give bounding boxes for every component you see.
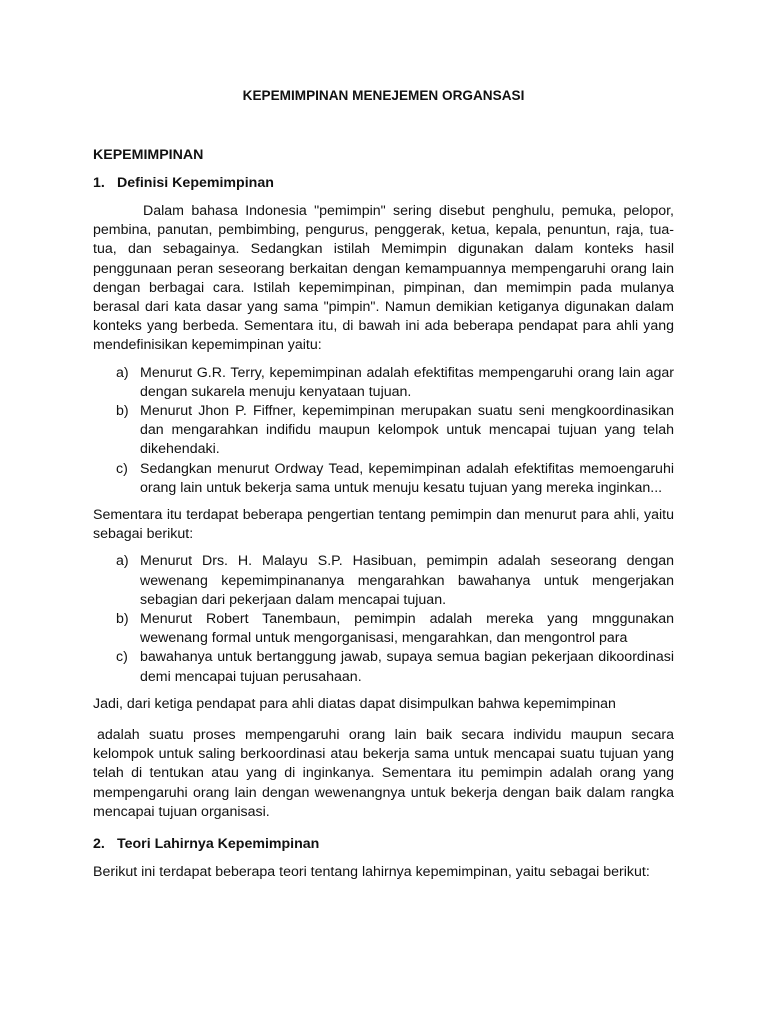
list-item-text: Menurut Jhon P. Fiffner, kepemimpinan merupakan suatu seni mengkoordinasikan dan mengarahkan indifidu maupun kelompok untuk mencapai tujuan yang telah dikehendaki. (140, 403, 674, 458)
list-item-text: Menurut Drs. H. Malayu S.P. Hasibuan, pemimpin adalah seseorang dengan wewenang kepemimpinananya mengarahkan bawahanya untuk mengerjakan sebagian dari pekerjaan dalam mencapai tujuan. (140, 553, 674, 608)
list-marker: a) (116, 364, 129, 381)
list-item (93, 610, 674, 648)
heading-teori (93, 834, 674, 854)
list-item (93, 364, 674, 402)
list-item-text: Menurut Robert Tanembaun, pemimpin adalah mereka yang mnggunakan wewenang formal untuk mengorganisasi, mengarahkan, dan mengontrol para (140, 611, 674, 647)
list-item-text: Sedangkan menurut Ordway Tead, kepemimpinan adalah efektifitas memoengaruhi orang lain untuk bekerja sama untuk menuju kesatu tujuan yang mereka inginkan... (140, 460, 674, 496)
list-marker: a) (116, 553, 129, 570)
list-marker: c) (116, 460, 128, 477)
list-item-text: bawahanya untuk bertanggung jawab, supaya semua bagian pekerjaan dikoordinasi demi mencapai tujuan perusahaan. (140, 649, 674, 685)
list-pengertian (93, 552, 674, 686)
section-heading: KEPEMIMPINAN (93, 147, 204, 163)
document-title: KEPEMIMPINAN MENEJEMEN ORGANSASI (242, 88, 525, 103)
heading-number: 2. (93, 836, 105, 853)
list-definitions (93, 364, 674, 498)
paragraph-pengertian: Sementara itu terdapat beberapa pengertian tentang pemimpin dan menurut para ahli, yaitu sebagai berikut: (93, 507, 674, 543)
heading-text: Teori Lahirnya Kepemimpinan (117, 836, 320, 853)
list-marker: b) (116, 611, 129, 628)
list-item (93, 402, 674, 460)
document-body (93, 86, 674, 882)
list-item-text: Menurut G.R. Terry, kepemimpinan adalah efektifitas mempengaruhi orang lain agar dengan sukarela menuju kenyataan tujuan. (140, 364, 674, 400)
list-item (93, 460, 674, 498)
paragraph-definition: Dalam bahasa Indonesia "pemimpin" sering disebut penghulu, pemuka, pelopor, pembina, panutan, pembimbing, pengurus, penggerak, ketua, kepala, penuntun, raja, tua-tua, dan sebagainya. Sedangkan istilah Memimpin digunakan dalam konteks hasil penggunaan peran seseorang berkaitan dengan kemampuannya mempengaruhi orang lain dengan berbagai cara. Istilah kepemimpinan, pimpinan, dan memimpin pada mulanya berasal dari kata dasar yang sama "pimpin". Namun demikian ketiganya digunakan dalam konteks yang berbeda. Sementara itu, di bawah ini ada beberapa pendapat para ahli yang mendefinisikan kepemimpinan yaitu: (93, 203, 674, 354)
heading-number: 1. (93, 175, 105, 191)
heading-definisi (93, 173, 674, 193)
heading-text: Definisi Kepemimpinan (117, 175, 274, 191)
paragraph-teori: Berikut ini terdapat beberapa teori tentang lahirnya kepemimpinan, yaitu sebagai berikut: (93, 864, 650, 881)
list-item (93, 552, 674, 610)
list-marker: c) (116, 649, 128, 666)
paragraph-kesimpulan: Jadi, dari ketiga pendapat para ahli diatas dapat disimpulkan bahwa kepemimpinan (93, 695, 616, 712)
list-marker: b) (116, 403, 129, 420)
list-item (93, 648, 674, 686)
paragraph-kesimpulan-cont: adalah suatu proses mempengaruhi orang lain baik secara individu maupun secara kelompok untuk saling berkoordinasi atau bekerja sama untuk mencapai suatu tujuan yang telah di tentukan atau yang di inginkanya. Sementara itu pemimpin adalah orang yang mempengaruhi orang lain dengan wewenangnya untuk bekerja dengan baik dalam rangka mencapai tujuan organisasi. (93, 727, 674, 820)
